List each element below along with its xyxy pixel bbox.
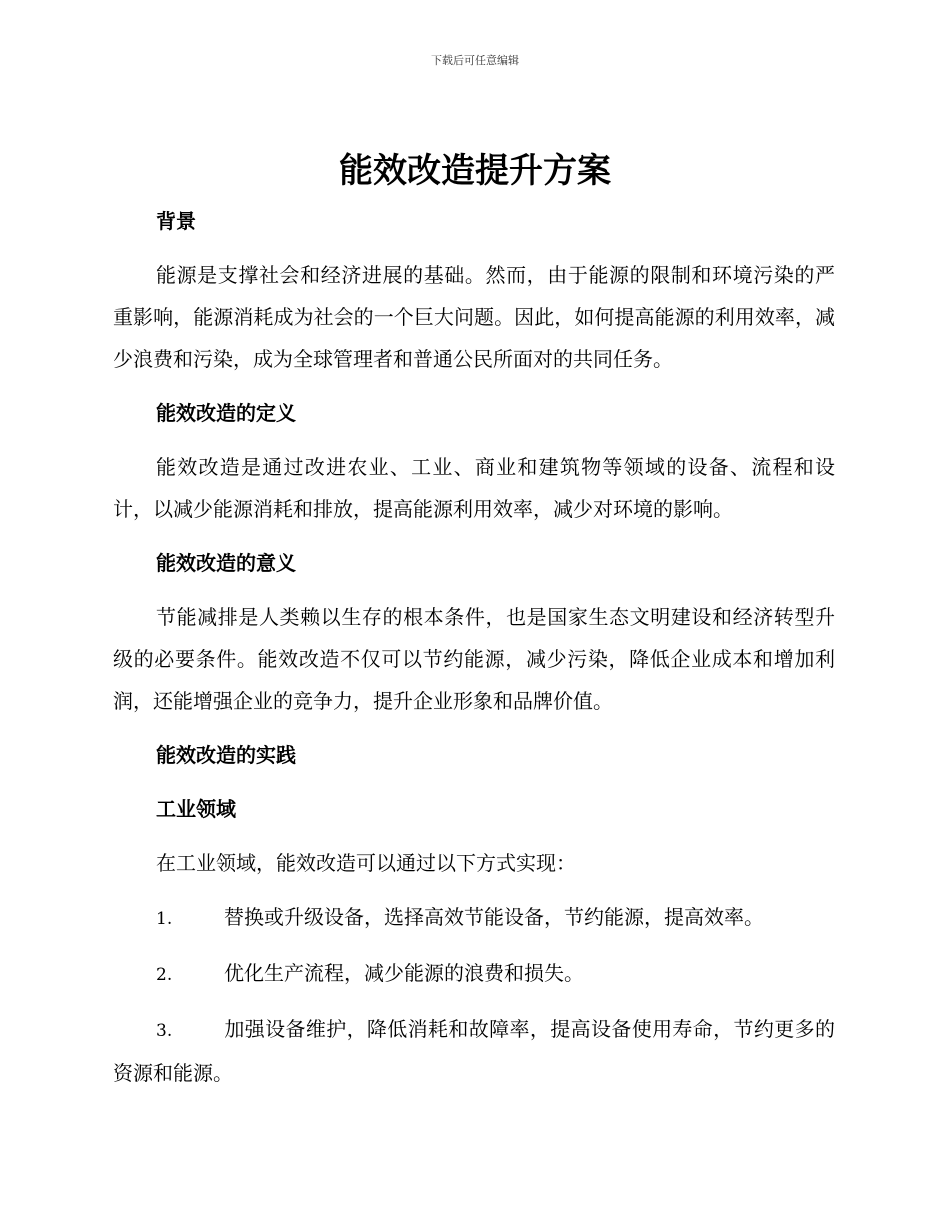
list-item-number: 3. [156, 1021, 173, 1041]
document-title: 能效改造提升方案 [339, 151, 611, 191]
page-header-note: 下载后可任意编辑 [431, 54, 519, 67]
section-heading-background: 背景 [156, 209, 196, 233]
list-item-number: 1. [156, 909, 173, 929]
list-item-text: 加强设备维护，降低消耗和故障率，提高设备使用寿命，节约更多的资源和能源。 [113, 1017, 835, 1085]
section-heading-practice: 能效改造的实践 [156, 743, 296, 767]
paragraph-significance: 节能减排是人类赖以生存的根本条件，也是国家生态文明建设和经济转型升级的必要条件。能效改造不仅可以节约能源，减少污染，降低企业成本和增加利润，还能增强企业的竞争力，提升企业形象和品牌价值。 [113, 605, 835, 713]
list-item-text: 替换或升级设备，选择高效节能设备，节约能源，提高效率。 [224, 905, 764, 929]
section-heading-significance: 能效改造的意义 [156, 551, 296, 575]
list-item [113, 952, 835, 996]
section-heading-definition: 能效改造的定义 [156, 401, 296, 425]
list-item-number: 2. [156, 965, 173, 985]
document-body [113, 200, 835, 1094]
list-item-text: 优化生产流程，减少能源的浪费和损失。 [224, 961, 584, 985]
paragraph-industry-intro: 在工业领域，能效改造可以通过以下方式实现： [156, 851, 576, 875]
list-item [113, 896, 835, 940]
paragraph-background: 能源是支撑社会和经济进展的基础。然而，由于能源的限制和环境污染的严重影响，能源消耗成为社会的一个巨大问题。因此，如何提高能源的利用效率，减少浪费和污染，成为全球管理者和普通公民所面对的共同任务。 [113, 263, 835, 371]
list-item [113, 1008, 835, 1094]
subsection-heading-industry: 工业领域 [156, 797, 236, 821]
paragraph-definition: 能效改造是通过改进农业、工业、商业和建筑物等领域的设备、流程和设计，以减少能源消耗和排放，提高能源利用效率，减少对环境的影响。 [113, 455, 835, 521]
